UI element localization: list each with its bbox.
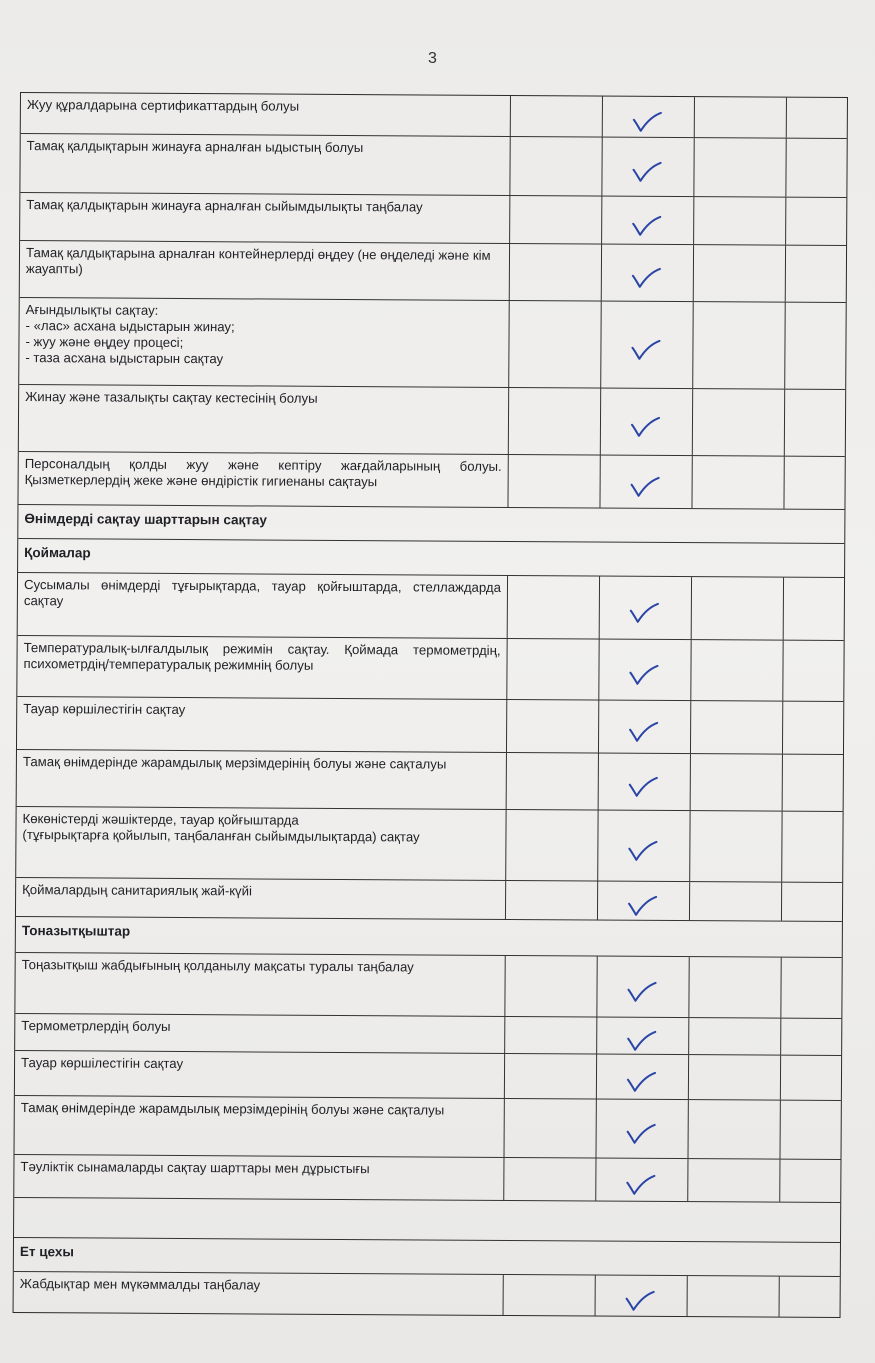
criterion-text: Тауар көршілестігін сақтау	[15, 1051, 505, 1098]
checklist-row	[15, 1096, 841, 1160]
checkmark-icon	[626, 840, 658, 862]
empty-cell	[787, 98, 847, 138]
empty-cell	[693, 389, 785, 456]
empty-cell	[691, 754, 783, 811]
criterion-text: Температуралық-ылғалдылық режимін сақтау. Қоймада термометрдің, психометрдің/температуралық режимнің болуы	[17, 636, 507, 699]
checkmark-icon	[629, 476, 661, 498]
checklist-row	[16, 807, 842, 883]
empty-cell	[781, 1019, 841, 1055]
section-header: Ет цехы	[14, 1238, 840, 1277]
empty-cell	[785, 303, 846, 389]
empty-cell	[786, 246, 846, 302]
checkmark-icon	[624, 1174, 656, 1196]
criterion-text: Тамақ қалдықтарын жинауға арналған ыдыстың болуы	[20, 134, 510, 195]
empty-cell	[688, 1159, 780, 1202]
checklist-row	[18, 573, 844, 641]
inspection-checklist-table	[13, 92, 848, 1318]
compliance-mark-cell	[599, 640, 691, 701]
empty-cell	[505, 1017, 597, 1054]
empty-cell	[510, 244, 602, 301]
empty-cell	[784, 578, 844, 640]
compliance-mark-cell	[602, 245, 694, 302]
empty-cell	[510, 137, 602, 196]
empty-cell	[785, 390, 845, 456]
empty-cell	[505, 956, 597, 1017]
empty-cell	[508, 455, 600, 508]
compliance-mark-cell	[596, 1159, 688, 1202]
criterion-text: Сусымалы өнімдерді тұғырықтарда, тауар қойғыштарда, стеллаждарда сақтау	[18, 573, 508, 638]
checkmark-icon	[625, 1030, 657, 1052]
checklist-row	[15, 953, 841, 1019]
compliance-mark-cell	[599, 701, 691, 754]
checklist-row	[16, 878, 842, 922]
empty-cell	[504, 1158, 596, 1201]
empty-cell	[504, 1275, 596, 1316]
compliance-mark-cell	[601, 302, 694, 389]
empty-cell	[511, 96, 603, 137]
criterion-text: Тоңазытқыш жабдығының қолданылу мақсаты туралы таңбалау	[15, 953, 505, 1016]
empty-cell	[508, 576, 600, 639]
checkmark-icon	[630, 214, 662, 236]
criterion-text: Персоналдың қолды жуу және кептіру жағдайларының болуы. Қызметкерлердің жеке және өндірістік гигиенаны сақтауы	[18, 452, 508, 507]
empty-cell	[689, 1018, 781, 1055]
checkmark-icon	[629, 416, 661, 438]
empty-cell	[505, 1099, 597, 1158]
blank-row	[14, 1198, 840, 1243]
empty-cell	[695, 97, 787, 138]
checklist-row	[14, 1272, 840, 1317]
criterion-text: Жинау және тазалықты сақтау кестесінің болуы	[19, 385, 509, 454]
empty-cell	[786, 139, 846, 197]
checklist-row	[20, 241, 846, 303]
compliance-mark-cell	[597, 1018, 689, 1055]
checkmark-icon	[631, 111, 663, 133]
checklist-row	[20, 134, 846, 198]
section-header: Қоймалар	[18, 539, 844, 578]
checkmark-icon	[624, 1290, 656, 1312]
empty-cell	[786, 198, 846, 245]
criterion-text: Жуу құралдарына сертификаттардың болуы	[21, 93, 511, 136]
empty-cell	[691, 701, 783, 754]
empty-cell	[780, 1160, 840, 1202]
checkmark-icon	[625, 1071, 657, 1093]
checklist-row	[15, 1051, 841, 1101]
checklist-row	[17, 636, 843, 702]
criterion-text: Тамақ өнімдерінде жарамдылық мерзімдерінің болуы және сақталуы	[17, 750, 507, 809]
empty-cell	[782, 812, 842, 882]
empty-cell	[507, 639, 599, 700]
empty-cell	[694, 197, 786, 245]
empty-cell	[782, 883, 842, 921]
checklist-row	[19, 385, 845, 457]
checkmark-icon	[627, 776, 659, 798]
empty-cell	[780, 1277, 840, 1317]
empty-cell	[781, 1056, 841, 1100]
checkmark-icon	[625, 1123, 657, 1145]
checkmark-icon	[630, 161, 662, 183]
empty-cell	[689, 957, 781, 1018]
empty-cell	[780, 1101, 840, 1159]
compliance-mark-cell	[596, 1276, 688, 1317]
checklist-row	[15, 1014, 841, 1056]
criterion-text: Тамақ өнімдерінде жарамдылық мерзімдерінің болуы және сақталуы	[15, 1096, 505, 1157]
empty-cell	[691, 640, 783, 701]
criterion-text: Ағындылықты сақтау: - «лас» асхана ыдыстарын жинау; - жуу және өңдеу процесі; - таза асхана ыдыстарын сақтау	[19, 298, 510, 387]
empty-cell	[692, 577, 784, 640]
criterion-text: Тауар көршілестігін сақтау	[17, 697, 507, 752]
criterion-text: Көкөністерді жәшіктерде, тауар қойғыштарда (тұғырықтарға қойылып, таңбаланған сыйымдылықтарда) сақтау	[16, 807, 506, 880]
compliance-mark-cell	[597, 1100, 689, 1159]
checklist-row	[14, 1155, 840, 1203]
page-number: 3	[428, 50, 437, 67]
empty-cell	[690, 811, 782, 882]
empty-cell	[783, 702, 843, 754]
criterion-text: Тәуліктік сынамаларды сақтау шарттары мен дұрыстығы	[14, 1155, 504, 1200]
criterion-text: Қоймалардың санитариялық жай-күйі	[16, 878, 506, 919]
empty-cell	[688, 1276, 780, 1317]
compliance-mark-cell	[597, 957, 689, 1018]
empty-cell	[693, 302, 786, 389]
compliance-mark-cell	[598, 882, 690, 921]
empty-cell	[690, 882, 782, 921]
checklist-row	[17, 750, 843, 812]
empty-cell	[781, 958, 841, 1018]
empty-cell	[506, 810, 598, 881]
compliance-mark-cell	[600, 577, 692, 640]
compliance-mark-cell	[603, 97, 695, 138]
empty-cell	[783, 641, 843, 701]
compliance-mark-cell	[602, 138, 694, 197]
empty-cell	[694, 245, 786, 302]
empty-cell	[505, 1054, 597, 1099]
empty-cell	[506, 881, 598, 920]
compliance-mark-cell	[598, 811, 690, 882]
section-header: Өнімдерді сақтау шарттарын сақтау	[18, 505, 844, 544]
checklist-row	[18, 452, 844, 510]
checkmark-icon	[630, 267, 662, 289]
empty-cell	[694, 138, 786, 197]
criterion-text: Тамақ қалдықтарына арналған контейнерлерді өңдеу (не өңделеді және кім жауапты)	[20, 241, 510, 300]
checkmark-icon	[626, 895, 658, 917]
checkmark-icon	[628, 602, 660, 624]
criterion-text: Жабдықтар мен мүкәммалды таңбалау	[14, 1272, 504, 1315]
compliance-mark-cell	[602, 197, 694, 245]
criterion-text: Термометрлердің болуы	[15, 1014, 505, 1053]
checklist-row	[19, 298, 846, 390]
empty-cell	[784, 457, 844, 509]
compliance-mark-cell	[600, 456, 692, 509]
checkmark-icon	[627, 664, 659, 686]
empty-cell	[507, 700, 599, 753]
empty-cell	[507, 753, 599, 810]
empty-cell	[509, 301, 602, 388]
empty-cell	[783, 755, 843, 811]
empty-cell	[689, 1055, 781, 1100]
empty-cell	[692, 456, 784, 509]
checklist-row	[17, 697, 843, 755]
checklist-row	[20, 193, 846, 246]
checkmark-icon	[627, 721, 659, 743]
compliance-mark-cell	[597, 1055, 689, 1100]
compliance-mark-cell	[601, 389, 693, 456]
empty-cell	[689, 1100, 781, 1159]
empty-cell	[510, 196, 602, 244]
empty-cell	[509, 388, 601, 455]
checkmark-icon	[625, 981, 657, 1003]
checklist-row	[21, 93, 847, 139]
compliance-mark-cell	[599, 754, 691, 811]
section-header: Тоназытқыштар	[16, 917, 842, 958]
checkmark-icon	[629, 339, 661, 361]
criterion-text: Тамақ қалдықтарын жинауға арналған сыйымдылықты таңбалау	[20, 193, 510, 243]
